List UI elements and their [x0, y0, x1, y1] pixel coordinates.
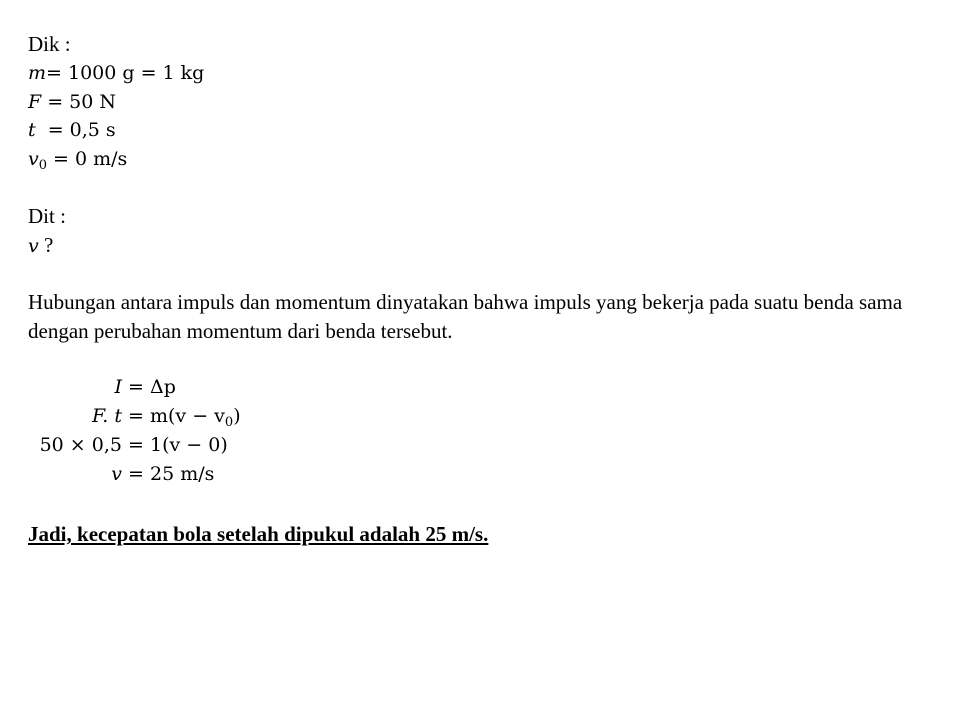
equation-row-1-lhs: I [114, 376, 122, 398]
given-force-value: = 50 N [41, 91, 117, 113]
equation-row-2 [28, 402, 241, 430]
given-v0-value: = 0 m/s [47, 148, 128, 170]
given-force-symbol: F [28, 91, 42, 113]
equation-row-2-subscript: 0 [224, 415, 234, 430]
equation-row-4-lhs: v [111, 463, 122, 485]
equation-row-4-rhs: = 25 m/s [122, 463, 215, 485]
given-initial-velocity [28, 145, 127, 173]
explanation-paragraph: Hubungan antara impuls dan momentum dinyatakan bahwa impuls yang bekerja pada suatu benda sama dengan perubahan momentum dari benda tersebut. [28, 290, 903, 343]
equation-row-3-lhs: 50 × 0,5 [39, 434, 122, 456]
equation-row-4 [28, 460, 214, 488]
given-heading: Dik : [28, 32, 71, 56]
equation-row-3 [28, 431, 228, 459]
given-mass-value: = 1000 g = 1 kg [46, 62, 205, 84]
given-v0-symbol: v [28, 148, 39, 170]
asked-heading: Dit : [28, 204, 66, 228]
given-force [28, 88, 116, 116]
equation-row-2-rhs-b: ) [233, 405, 241, 427]
asked-item [28, 231, 53, 260]
given-mass-symbol: m [28, 62, 47, 84]
given-time-value: = 0,5 s [35, 119, 116, 141]
equation-row-2-rhs-a: = m(v − v [122, 405, 225, 427]
conclusion-text: Jadi, kecepatan bola setelah dipukul adalah 25 m/s. [28, 522, 489, 546]
given-mass [28, 59, 204, 87]
equation-row-1 [28, 373, 176, 401]
equation-row-2-lhs: F. t [92, 405, 122, 427]
given-v0-subscript: 0 [38, 158, 48, 173]
asked-suffix: ? [38, 233, 54, 257]
asked-symbol: v [28, 235, 39, 257]
equation-row-1-rhs: = Δp [122, 376, 176, 398]
given-time [28, 116, 116, 144]
equation-row-3-rhs: = 1(v − 0) [122, 434, 228, 456]
given-time-symbol: t [28, 119, 36, 141]
